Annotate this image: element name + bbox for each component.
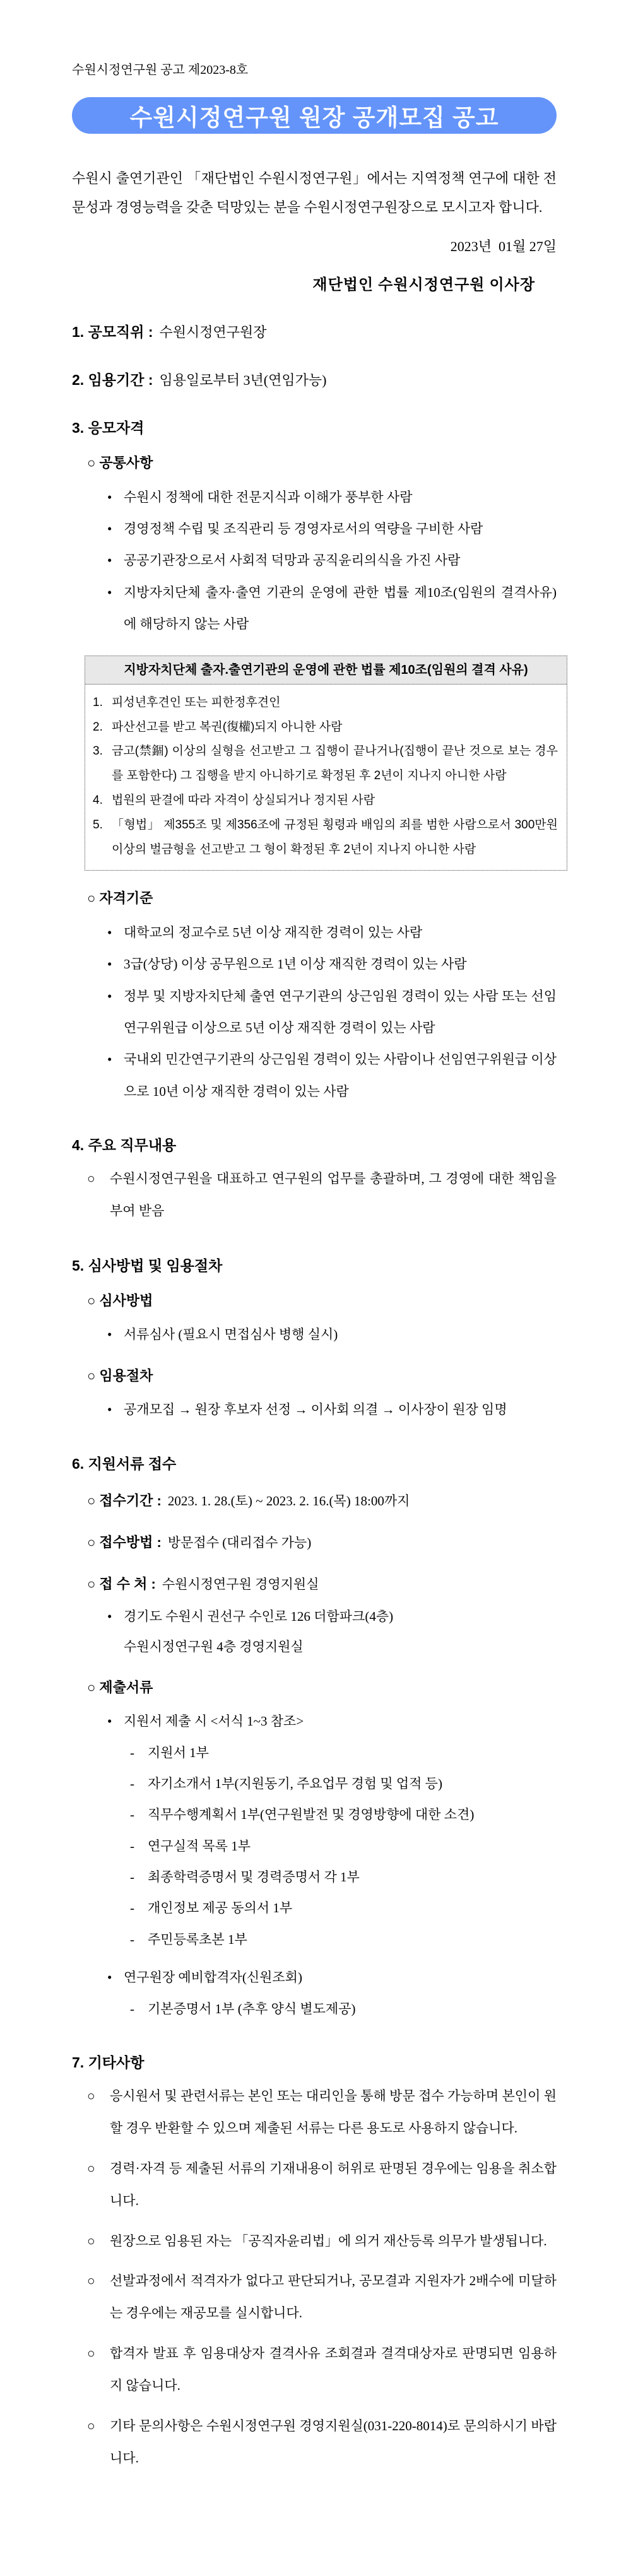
law-item-text: 피성년후견인 또는 피한정후견인 xyxy=(112,695,281,709)
qualification-criteria-heading: ○ 자격기준 xyxy=(87,890,153,907)
address-line-2: 수원시정연구원 4층 경영지원실 xyxy=(124,1639,304,1655)
law-item xyxy=(93,691,558,715)
list-item xyxy=(130,1831,557,1862)
list-item-text: 대학교의 정교수로 5년 이상 재직한 경력이 있는 사람 xyxy=(124,924,423,940)
bullet-marker: • xyxy=(107,988,112,1004)
list-item xyxy=(130,1768,557,1799)
law-item-number: 3. xyxy=(93,744,103,758)
dash-marker: - xyxy=(130,1807,134,1823)
section-term-label: 2. 임용기간 : xyxy=(72,372,153,389)
list-item xyxy=(87,2338,557,2403)
section-duties xyxy=(72,1136,557,1228)
appointment-procedure-list xyxy=(107,1394,557,1425)
section-position-value: 수원시정연구원장 xyxy=(159,324,267,341)
submission-address-text xyxy=(124,1601,393,1662)
list-item xyxy=(87,2265,557,2330)
list-item xyxy=(107,513,557,544)
list-item xyxy=(130,1862,557,1893)
dash-marker: - xyxy=(130,1869,134,1885)
documents-group-2-title xyxy=(107,1961,557,1993)
list-item xyxy=(107,1044,557,1107)
list-item xyxy=(130,1893,557,1924)
documents-group-1-title xyxy=(107,1705,557,1737)
list-item-text: 공개모집 → 원장 후보자 선정 → 이사회 의결 → 이사장이 원장 임명 xyxy=(124,1402,507,1418)
submission-place-value: 수원시정연구원 경영지원실 xyxy=(162,1576,319,1592)
common-requirements-heading: ○ 공통사항 xyxy=(87,455,153,471)
list-item xyxy=(130,1738,557,1768)
list-item-text: 개인정보 제공 동의서 1부 xyxy=(148,1900,293,1916)
circle-marker: ○ xyxy=(87,2273,95,2288)
list-item xyxy=(107,917,557,948)
list-item xyxy=(130,1799,557,1830)
submission-period xyxy=(87,1486,557,1515)
circle-marker: ○ xyxy=(87,2418,95,2433)
law-item xyxy=(93,789,558,813)
list-item-text: 경력·자격 등 제출된 서류의 기재내용이 허위로 판명된 경우에는 임용을 취소합니다. xyxy=(110,2160,557,2209)
documents-group-1 xyxy=(107,1705,557,1737)
announcement-date: 2023년 01월 27일 xyxy=(450,238,557,255)
law-item-number: 5. xyxy=(93,818,103,832)
issuer-signature: 재단법인 수원시정연구원 이사장 xyxy=(312,277,535,294)
list-item xyxy=(130,1994,557,2025)
section-misc-heading: 7. 기타사항 xyxy=(72,2054,145,2071)
list-item-text: 직무수행계획서 1부(연구원발전 및 경영방향에 대한 소견) xyxy=(148,1807,475,1823)
submission-method-value: 방문접수 (대리접수 가능) xyxy=(167,1534,312,1550)
law-item-text: 금고(禁錮) 이상의 실형을 선고받고 그 집행이 끝나거나(집행이 끝난 것으로 보는 경우를 포함한다) 그 집행을 받지 아니하기로 확정된 후 2년이 지나지 아니한 사람 xyxy=(112,744,558,783)
notice-number: 수원시정연구원 공고 제2023-8호 xyxy=(72,63,249,77)
law-item xyxy=(93,813,558,862)
bullet-marker: • xyxy=(107,924,112,940)
circle-marker: ○ xyxy=(87,2345,95,2361)
list-item xyxy=(107,481,557,513)
list-item xyxy=(87,2080,557,2145)
circle-marker: ○ xyxy=(87,2233,95,2249)
list-item xyxy=(130,1924,557,1955)
list-item-text: 지원서 제출 시 <서식 1~3 참조> xyxy=(124,1714,304,1729)
list-item xyxy=(87,2410,557,2475)
section-position-label: 1. 공모직위 : xyxy=(72,324,153,341)
duties-list xyxy=(72,1163,557,1228)
list-item xyxy=(107,948,557,980)
law-item-text: 「형법」 제355조 및 제356조에 규정된 횡령과 배임의 죄를 범한 사람으로서 300만원 이상의 벌금형을 선고받고 그 형이 확정된 후 2년이 지나지 아니한 사람 xyxy=(112,818,558,857)
list-item xyxy=(87,2153,557,2218)
list-item-text: 지원서 1부 xyxy=(148,1744,209,1760)
page-title: 수원시정연구원 원장 공개모집 공고 xyxy=(129,105,499,131)
list-item-text: 기본증명서 1부 (추후 양식 별도제공) xyxy=(148,2001,356,2016)
list-item xyxy=(107,980,557,1044)
submission-method-label: ○ 접수방법 : xyxy=(87,1534,162,1550)
list-item-text: 공공기관장으로서 사회적 덕망과 공직윤리의식을 가진 사람 xyxy=(124,553,461,568)
section-duties-heading: 4. 주요 직무내용 xyxy=(72,1137,177,1154)
documents-group-1-list xyxy=(130,1738,557,1955)
section-position xyxy=(72,323,557,342)
list-item xyxy=(107,577,557,640)
law-item xyxy=(93,739,558,789)
dash-marker: - xyxy=(130,2001,134,2016)
required-documents-heading: ○ 제출서류 xyxy=(87,1679,153,1695)
bullet-marker: • xyxy=(107,584,112,600)
list-item-text: 경영정책 수립 및 조직관리 등 경영자로서의 역량을 구비한 사람 xyxy=(124,521,483,537)
address-line-1: 경기도 수원시 권선구 수인로 126 더함파크(4층) xyxy=(124,1609,394,1625)
law-excerpt-box xyxy=(85,656,567,871)
list-item-text: 서류심사 (필요시 면접심사 병행 실시) xyxy=(124,1327,338,1343)
bullet-marker: • xyxy=(107,1052,112,1067)
law-item-number: 4. xyxy=(93,794,103,808)
list-item xyxy=(87,1163,557,1228)
section-eligibility xyxy=(72,419,557,1107)
law-item-number: 1. xyxy=(93,695,103,709)
law-item-number: 2. xyxy=(93,720,103,734)
submission-period-label: ○ 접수기간 : xyxy=(87,1492,162,1509)
circle-marker: ○ xyxy=(87,2088,95,2103)
list-item-text: 자기소개서 1부(지원동기, 주요업무 경험 및 업적 등) xyxy=(148,1776,442,1792)
list-item-text: 원장으로 임용된 자는 「공직자윤리법」에 의거 재산등록 의무가 발생됩니다. xyxy=(110,2233,547,2249)
section-submission xyxy=(72,1455,557,2025)
list-item xyxy=(87,2225,557,2257)
bullet-marker: • xyxy=(107,553,112,568)
list-item xyxy=(107,544,557,576)
bullet-marker: • xyxy=(107,521,112,537)
submission-place xyxy=(87,1570,557,1599)
list-item-text: 주민등록초본 1부 xyxy=(148,1931,247,1947)
law-excerpt-title: 지방자치단체 출자.출연기관의 운영에 관한 법률 제10조(임원의 결격 사유) xyxy=(85,656,567,685)
submission-method xyxy=(87,1528,557,1557)
list-item-text: 지방자치단체 출자·출연 기관의 운영에 관한 법률 제10조(임원의 결격사유)에 해당하지 않는 사람 xyxy=(124,584,557,632)
list-item-text: 합격자 발표 후 임용대상자 결격사유 조회결과 결격대상자로 판명되면 임용하지 않습니다. xyxy=(110,2345,557,2394)
submission-place-label: ○ 접 수 처 : xyxy=(87,1575,156,1592)
section-misc xyxy=(72,2054,557,2475)
title-banner xyxy=(72,97,557,134)
section-eligibility-heading: 3. 응모자격 xyxy=(72,420,145,437)
bullet-marker: • xyxy=(107,1714,112,1729)
dash-marker: - xyxy=(130,1900,134,1916)
section-term xyxy=(72,371,557,390)
law-item xyxy=(93,715,558,740)
bullet-marker: • xyxy=(107,1609,112,1625)
section-process xyxy=(72,1257,557,1426)
list-item-text: 수원시정연구원을 대표하고 연구원의 업무를 총괄하며, 그 경영에 대한 책임을 부여 받음 xyxy=(110,1170,557,1219)
bullet-marker: • xyxy=(107,1327,112,1343)
review-method-heading: ○ 심사방법 xyxy=(87,1292,153,1309)
dash-marker: - xyxy=(130,1776,134,1792)
list-item-text: 연구원장 예비합격자(신원조회) xyxy=(124,1970,302,1985)
list-item-text: 기타 문의사항은 수원시정연구원 경영지원실(031-220-8014)로 문의하시기 바랍니다. xyxy=(110,2418,557,2466)
misc-list xyxy=(72,2080,557,2475)
law-item-text: 법원의 판결에 따라 자격이 상실되거나 정지된 사람 xyxy=(112,794,375,808)
law-excerpt-body xyxy=(85,685,567,871)
list-item xyxy=(107,1394,557,1425)
bullet-marker: • xyxy=(107,489,112,505)
dash-marker: - xyxy=(130,1838,134,1854)
list-item-text: 최종학력증명서 및 경력증명서 각 1부 xyxy=(148,1869,360,1885)
bullet-marker: • xyxy=(107,1970,112,1985)
list-item-text: 연구실적 목록 1부 xyxy=(148,1838,251,1854)
section-term-heading xyxy=(72,371,557,390)
section-process-heading: 5. 심사방법 및 임용절차 xyxy=(72,1257,223,1274)
list-item-text: 정부 및 지방자치단체 출연 연구기관의 상근임원 경력이 있는 사람 또는 선임연구위원급 이상으로 5년 이상 재직한 경력이 있는 사람 xyxy=(124,988,557,1035)
section-term-value: 임용일로부터 3년(연임가능) xyxy=(159,372,327,389)
list-item-text: 수원시 정책에 대한 전문지식과 이해가 풍부한 사람 xyxy=(124,489,413,505)
appointment-procedure-heading: ○ 임용절차 xyxy=(87,1367,153,1384)
review-method-list xyxy=(107,1319,557,1350)
list-item-text: 응시원서 및 관련서류는 본인 또는 대리인을 통해 방문 접수 가능하며 본인이 원할 경우 반환할 수 있으며 제출된 서류는 다른 용도로 사용하지 않습니다. xyxy=(110,2088,557,2136)
documents-group-2-list xyxy=(130,1994,557,2025)
list-item xyxy=(107,1319,557,1350)
dash-marker: - xyxy=(130,1931,134,1947)
list-item-text: 3급(상당) 이상 공무원으로 1년 이상 재직한 경력이 있는 사람 xyxy=(124,956,467,972)
common-requirements-list xyxy=(107,481,557,640)
circle-marker: ○ xyxy=(87,2160,95,2176)
circle-marker: ○ xyxy=(87,1170,95,1186)
bullet-marker: • xyxy=(107,1402,112,1418)
section-position-heading xyxy=(72,323,557,342)
qualification-criteria-list xyxy=(107,917,557,1107)
submission-address xyxy=(107,1601,557,1662)
list-item-text: 국내외 민간연구기관의 상근임원 경력이 있는 사람이나 선임연구위원급 이상으로 10년 이상 재직한 경력이 있는 사람 xyxy=(124,1052,557,1099)
documents-group-2 xyxy=(107,1961,557,1993)
law-item-text: 파산선고를 받고 복권(復權)되지 아니한 사람 xyxy=(112,720,343,734)
section-submission-heading: 6. 지원서류 접수 xyxy=(72,1455,177,1472)
submission-period-value: 2023. 1. 28.(토) ~ 2023. 2. 16.(목) 18:00까지 xyxy=(167,1493,410,1509)
intro-paragraph: 수원시 출연기관인 「재단법인 수원시정연구원」에서는 지역정책 연구에 대한 전문성과 경영능력을 갖춘 덕망있는 분을 수원시정연구원장으로 모시고자 합니다. xyxy=(72,170,557,216)
bullet-marker: • xyxy=(107,956,112,972)
dash-marker: - xyxy=(130,1744,134,1760)
list-item-text: 선발과정에서 적격자가 없다고 판단되거나, 공모결과 지원자가 2배수에 미달하는 경우에는 재공모를 실시합니다. xyxy=(110,2273,557,2321)
